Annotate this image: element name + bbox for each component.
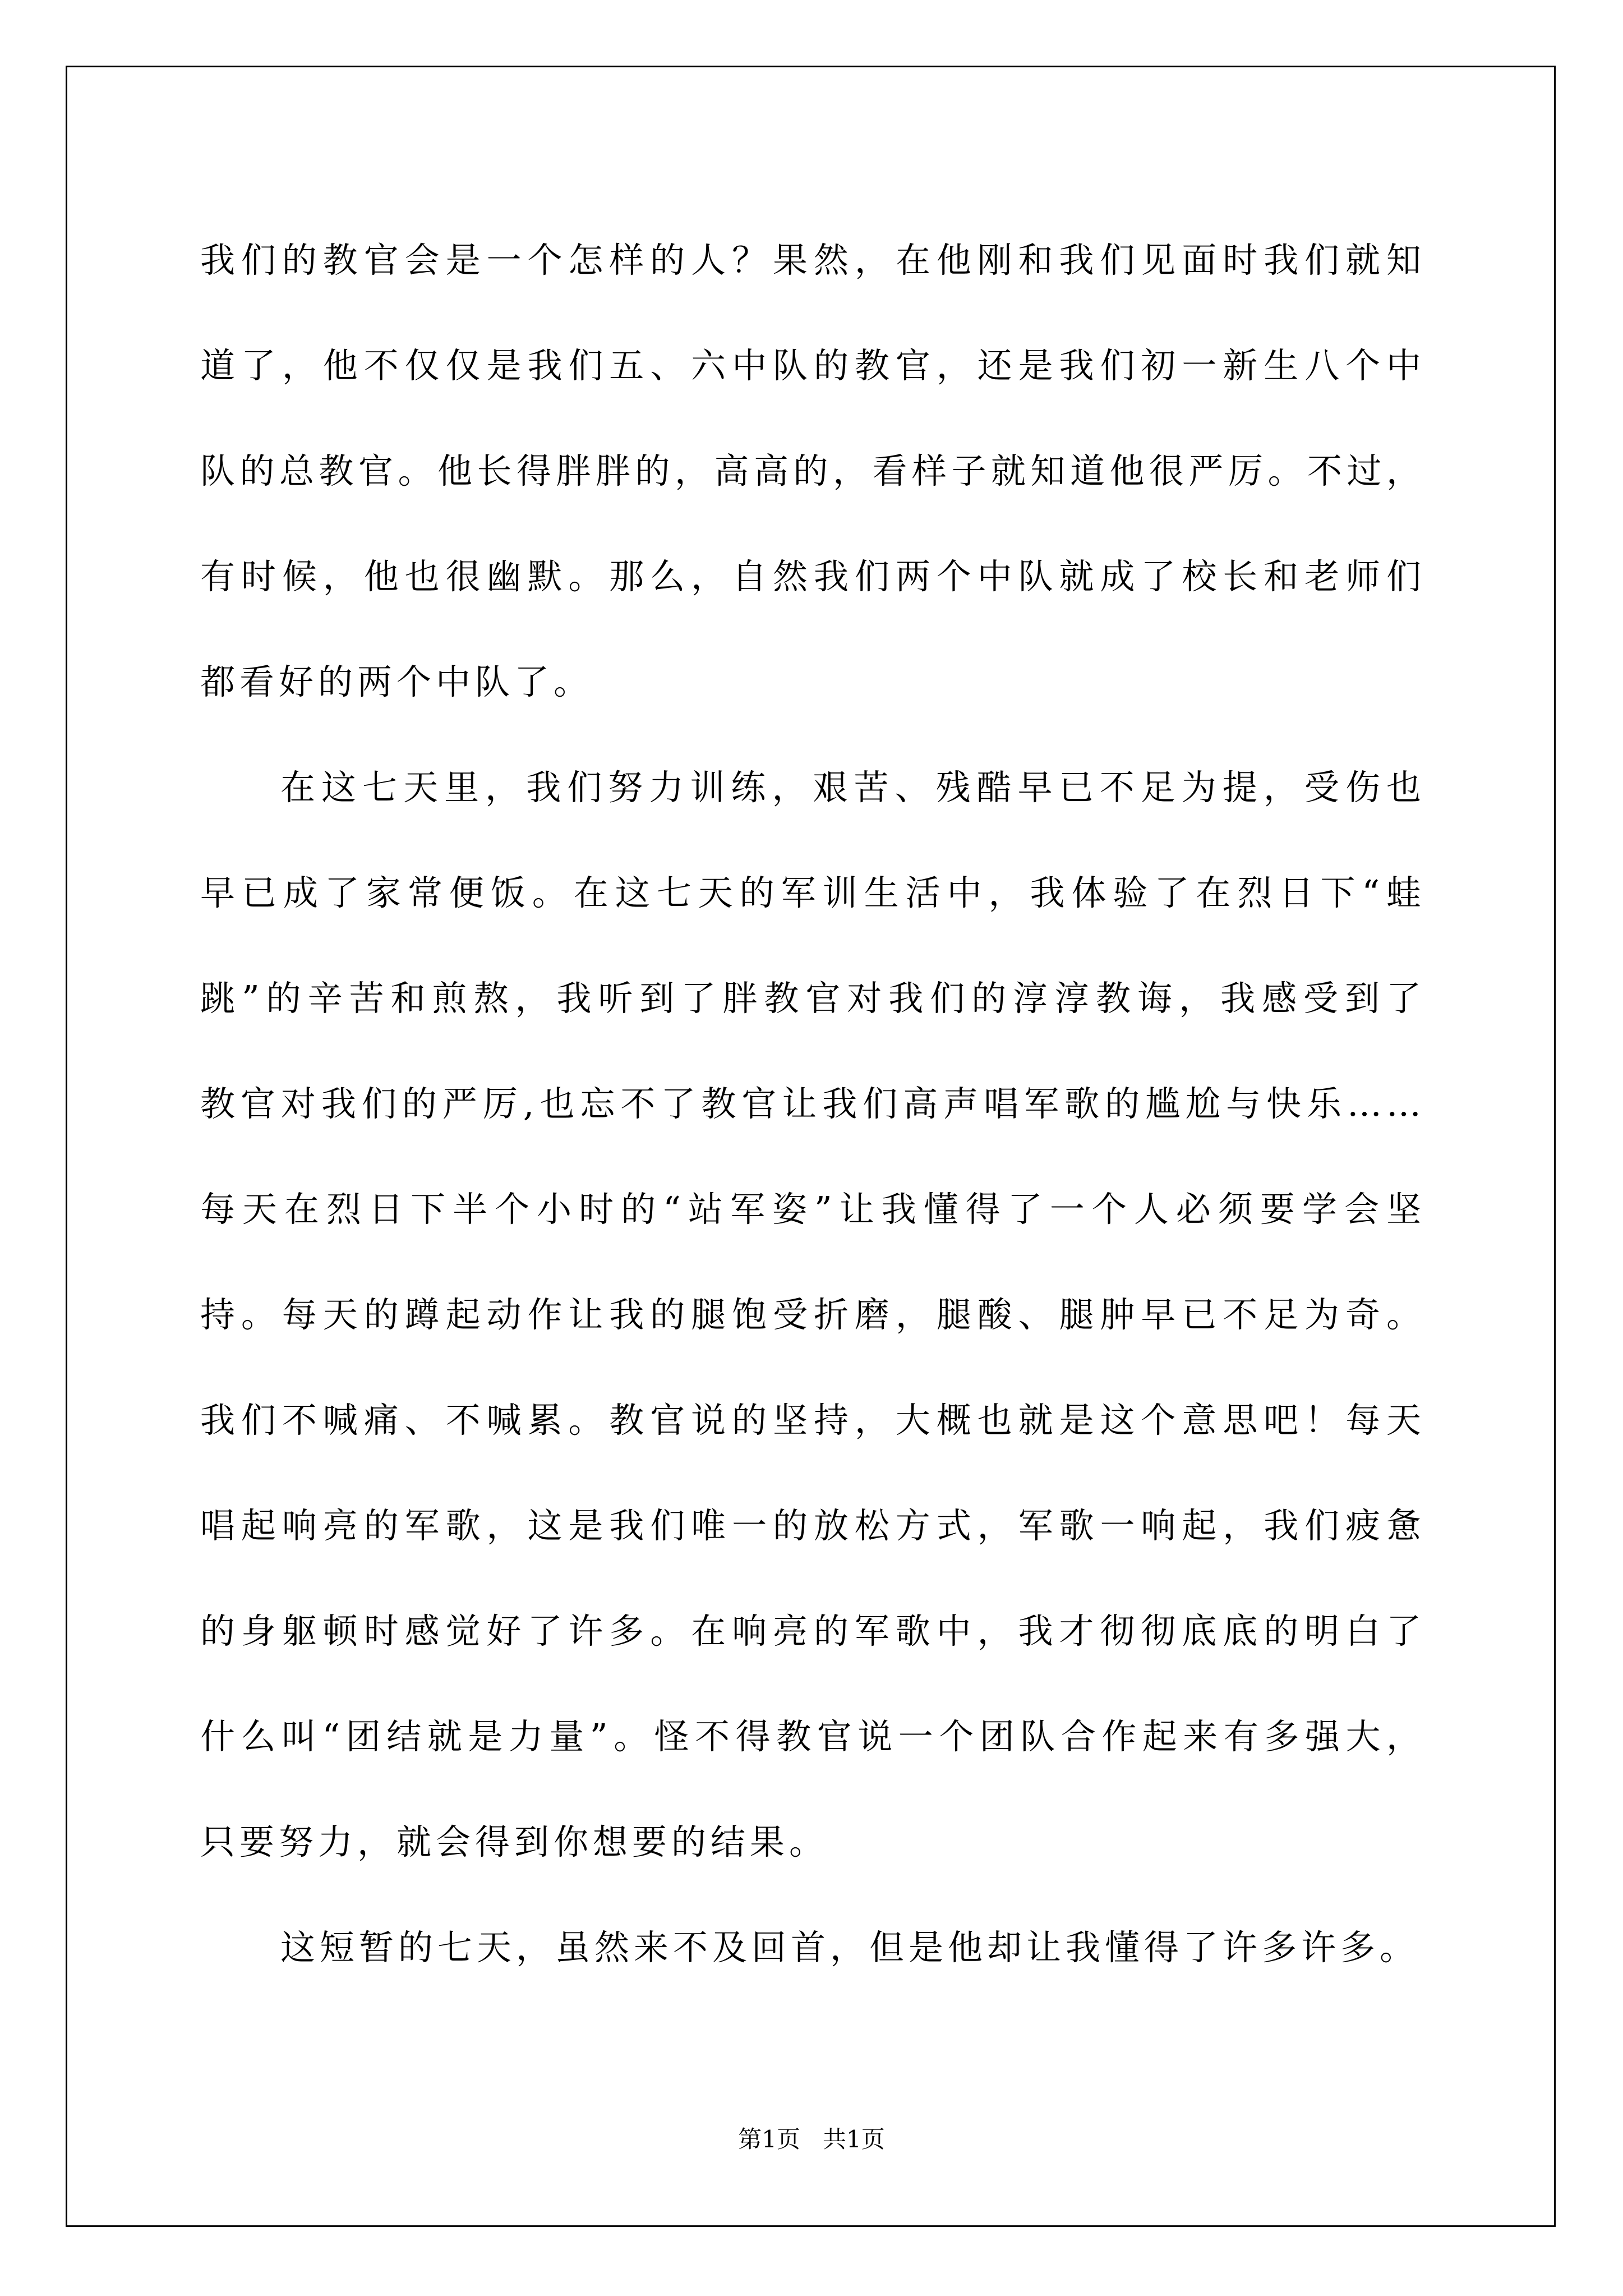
text-line: 跳”的辛苦和煎熬，我听到了胖教官对我们的淳淳教诲，我感受到了 [200,978,1426,1019]
text-line: 我们的教官会是一个怎样的人？果然，在他刚和我们见面时我们就知 [200,240,1426,280]
text-line: 持。每天的蹲起动作让我的腿饱受折磨，腿酸、腿肿早已不足为奇。 [200,1294,1426,1335]
paragraph [200,208,1490,735]
text-line: 只要努力，就会得到你想要的结果。 [200,1821,829,1862]
text-line: 每天在烈日下半个小时的“站军姿”让我懂得了一个人必须要学会坚 [200,1189,1426,1230]
text-line: 我们不喊痛、不喊累。教官说的坚持，大概也就是这个意思吧！每天 [200,1400,1426,1441]
text-line: 的身躯顿时感觉好了许多。在响亮的军歌中，我才彻彻底底的明白了 [200,1611,1426,1651]
text-line: 有时候，他也很幽默。那么，自然我们两个中队就成了校长和老师们 [200,556,1426,597]
paragraph [200,1895,1490,2000]
text-line: 在这七天里，我们努力训练，艰苦、残酷早已不足为提，受伤也 [280,767,1426,808]
text-line: 早已成了家常便饭。在这七天的军训生活中，我体验了在烈日下“蛙 [200,872,1426,913]
body-text [200,208,1490,2000]
text-line: 唱起响亮的军歌，这是我们唯一的放松方式，军歌一响起，我们疲惫 [200,1505,1426,1546]
text-line: 队的总教官。他长得胖胖的，高高的，看样子就知道他很严厉。不过， [200,450,1426,491]
page-number: 第1页 [738,2125,800,2153]
text-line: 都看好的两个中队了。 [200,661,593,702]
page-footer [0,2123,1623,2156]
text-line: 教官对我们的严厉,也忘不了教官让我们高声唱军歌的尴尬与快乐…… [200,1083,1426,1124]
text-line: 道了，他不仅仅是我们五、六中队的教官，还是我们初一新生八个中 [200,345,1426,386]
page-total: 共1页 [823,2125,885,2153]
paragraph [200,735,1490,1895]
text-line: 什么叫“团结就是力量”。怪不得教官说一个团队合作起来有多强大， [200,1716,1426,1757]
text-line: 这短暂的七天，虽然来不及回首，但是他却让我懂得了许多许多。 [280,1927,1419,1968]
